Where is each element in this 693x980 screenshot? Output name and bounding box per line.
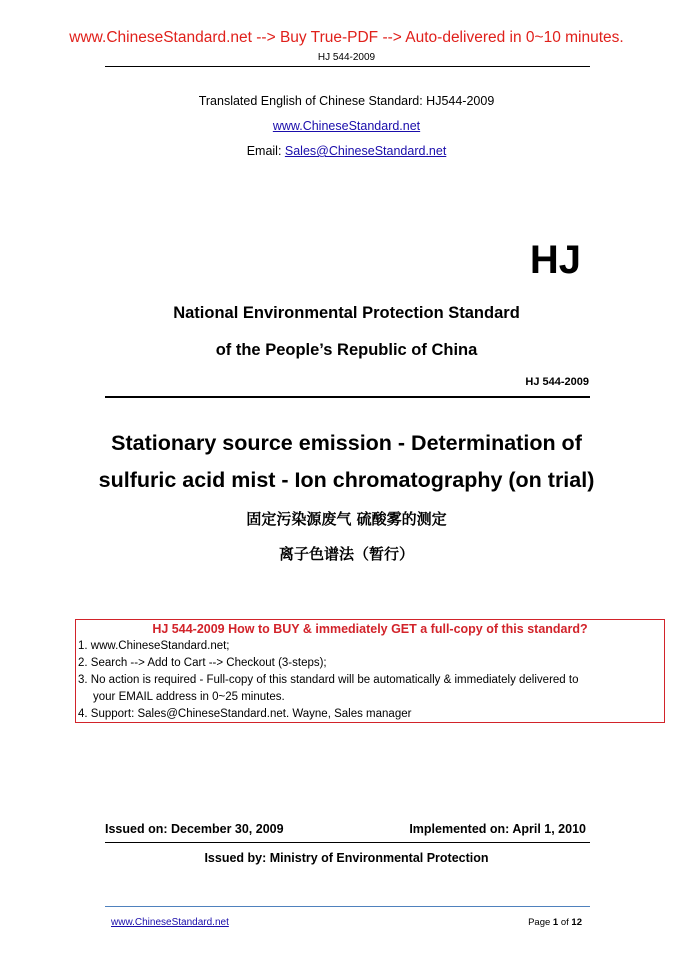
- purchase-step-3: 3. No action is required - Full-copy of this standard will be automatically & immediately delivered to: [78, 674, 579, 686]
- page-current: 1: [552, 917, 559, 928]
- organization-line-2: of the People’s Republic of China: [215, 341, 478, 359]
- issuing-authority: Issued by: Ministry of Environmental Protection: [204, 851, 489, 865]
- purchase-step-4: 4. Support: Sales@ChineseStandard.net. Wayne, Sales manager: [78, 708, 412, 720]
- footer-link-row: [111, 917, 229, 928]
- footer-rule: [105, 906, 590, 907]
- footer-website-link[interactable]: www.ChineseStandard.net: [111, 917, 229, 928]
- standard-number: HJ 544-2009: [525, 376, 589, 388]
- chinese-title-line-1: 固定污染源废气 硫酸雾的测定: [246, 510, 447, 528]
- page-number: [528, 917, 582, 928]
- purchase-step-3-continued: your EMAIL address in 0~25 minutes.: [93, 691, 285, 703]
- website-link[interactable]: www.ChineseStandard.net: [272, 119, 421, 133]
- page-of: of: [558, 917, 572, 928]
- email-row: [0, 144, 693, 158]
- page-prefix: Page: [528, 917, 553, 928]
- purchase-step-2: 2. Search --> Add to Cart --> Checkout (3-steps);: [78, 657, 327, 669]
- page-total: 12: [571, 917, 582, 928]
- standard-code: HJ: [529, 238, 581, 282]
- title-line-2: sulfuric acid mist - Ion chromatography (on trial): [98, 468, 595, 492]
- running-header: HJ 544-2009: [317, 52, 376, 63]
- purchase-title: HJ 544-2009 How to BUY & immediately GET a full-copy of this standard?: [152, 622, 588, 636]
- promo-banner[interactable]: www.ChineseStandard.net --> Buy True-PDF --> Auto-delivered in 0~10 minutes.: [69, 29, 624, 46]
- title-rule: [105, 396, 590, 398]
- email-label: Email:: [246, 144, 285, 158]
- implemented-date: Implemented on: April 1, 2010: [409, 822, 586, 836]
- header-rule: [105, 66, 590, 67]
- organization-line-1: National Environmental Protection Standard: [173, 304, 520, 322]
- email-link[interactable]: Sales@ChineseStandard.net: [284, 144, 447, 158]
- website-link-row: [0, 119, 693, 133]
- purchase-info-box: [75, 619, 665, 723]
- dates-rule: [105, 842, 590, 843]
- chinese-title-line-2: 离子色谱法（暂行）: [278, 545, 414, 563]
- purchase-step-1: 1. www.ChineseStandard.net;: [78, 640, 230, 652]
- translation-note: Translated English of Chinese Standard: HJ544-2009: [198, 94, 495, 108]
- issued-date: Issued on: December 30, 2009: [105, 822, 284, 836]
- title-line-1: Stationary source emission - Determination of: [111, 431, 582, 455]
